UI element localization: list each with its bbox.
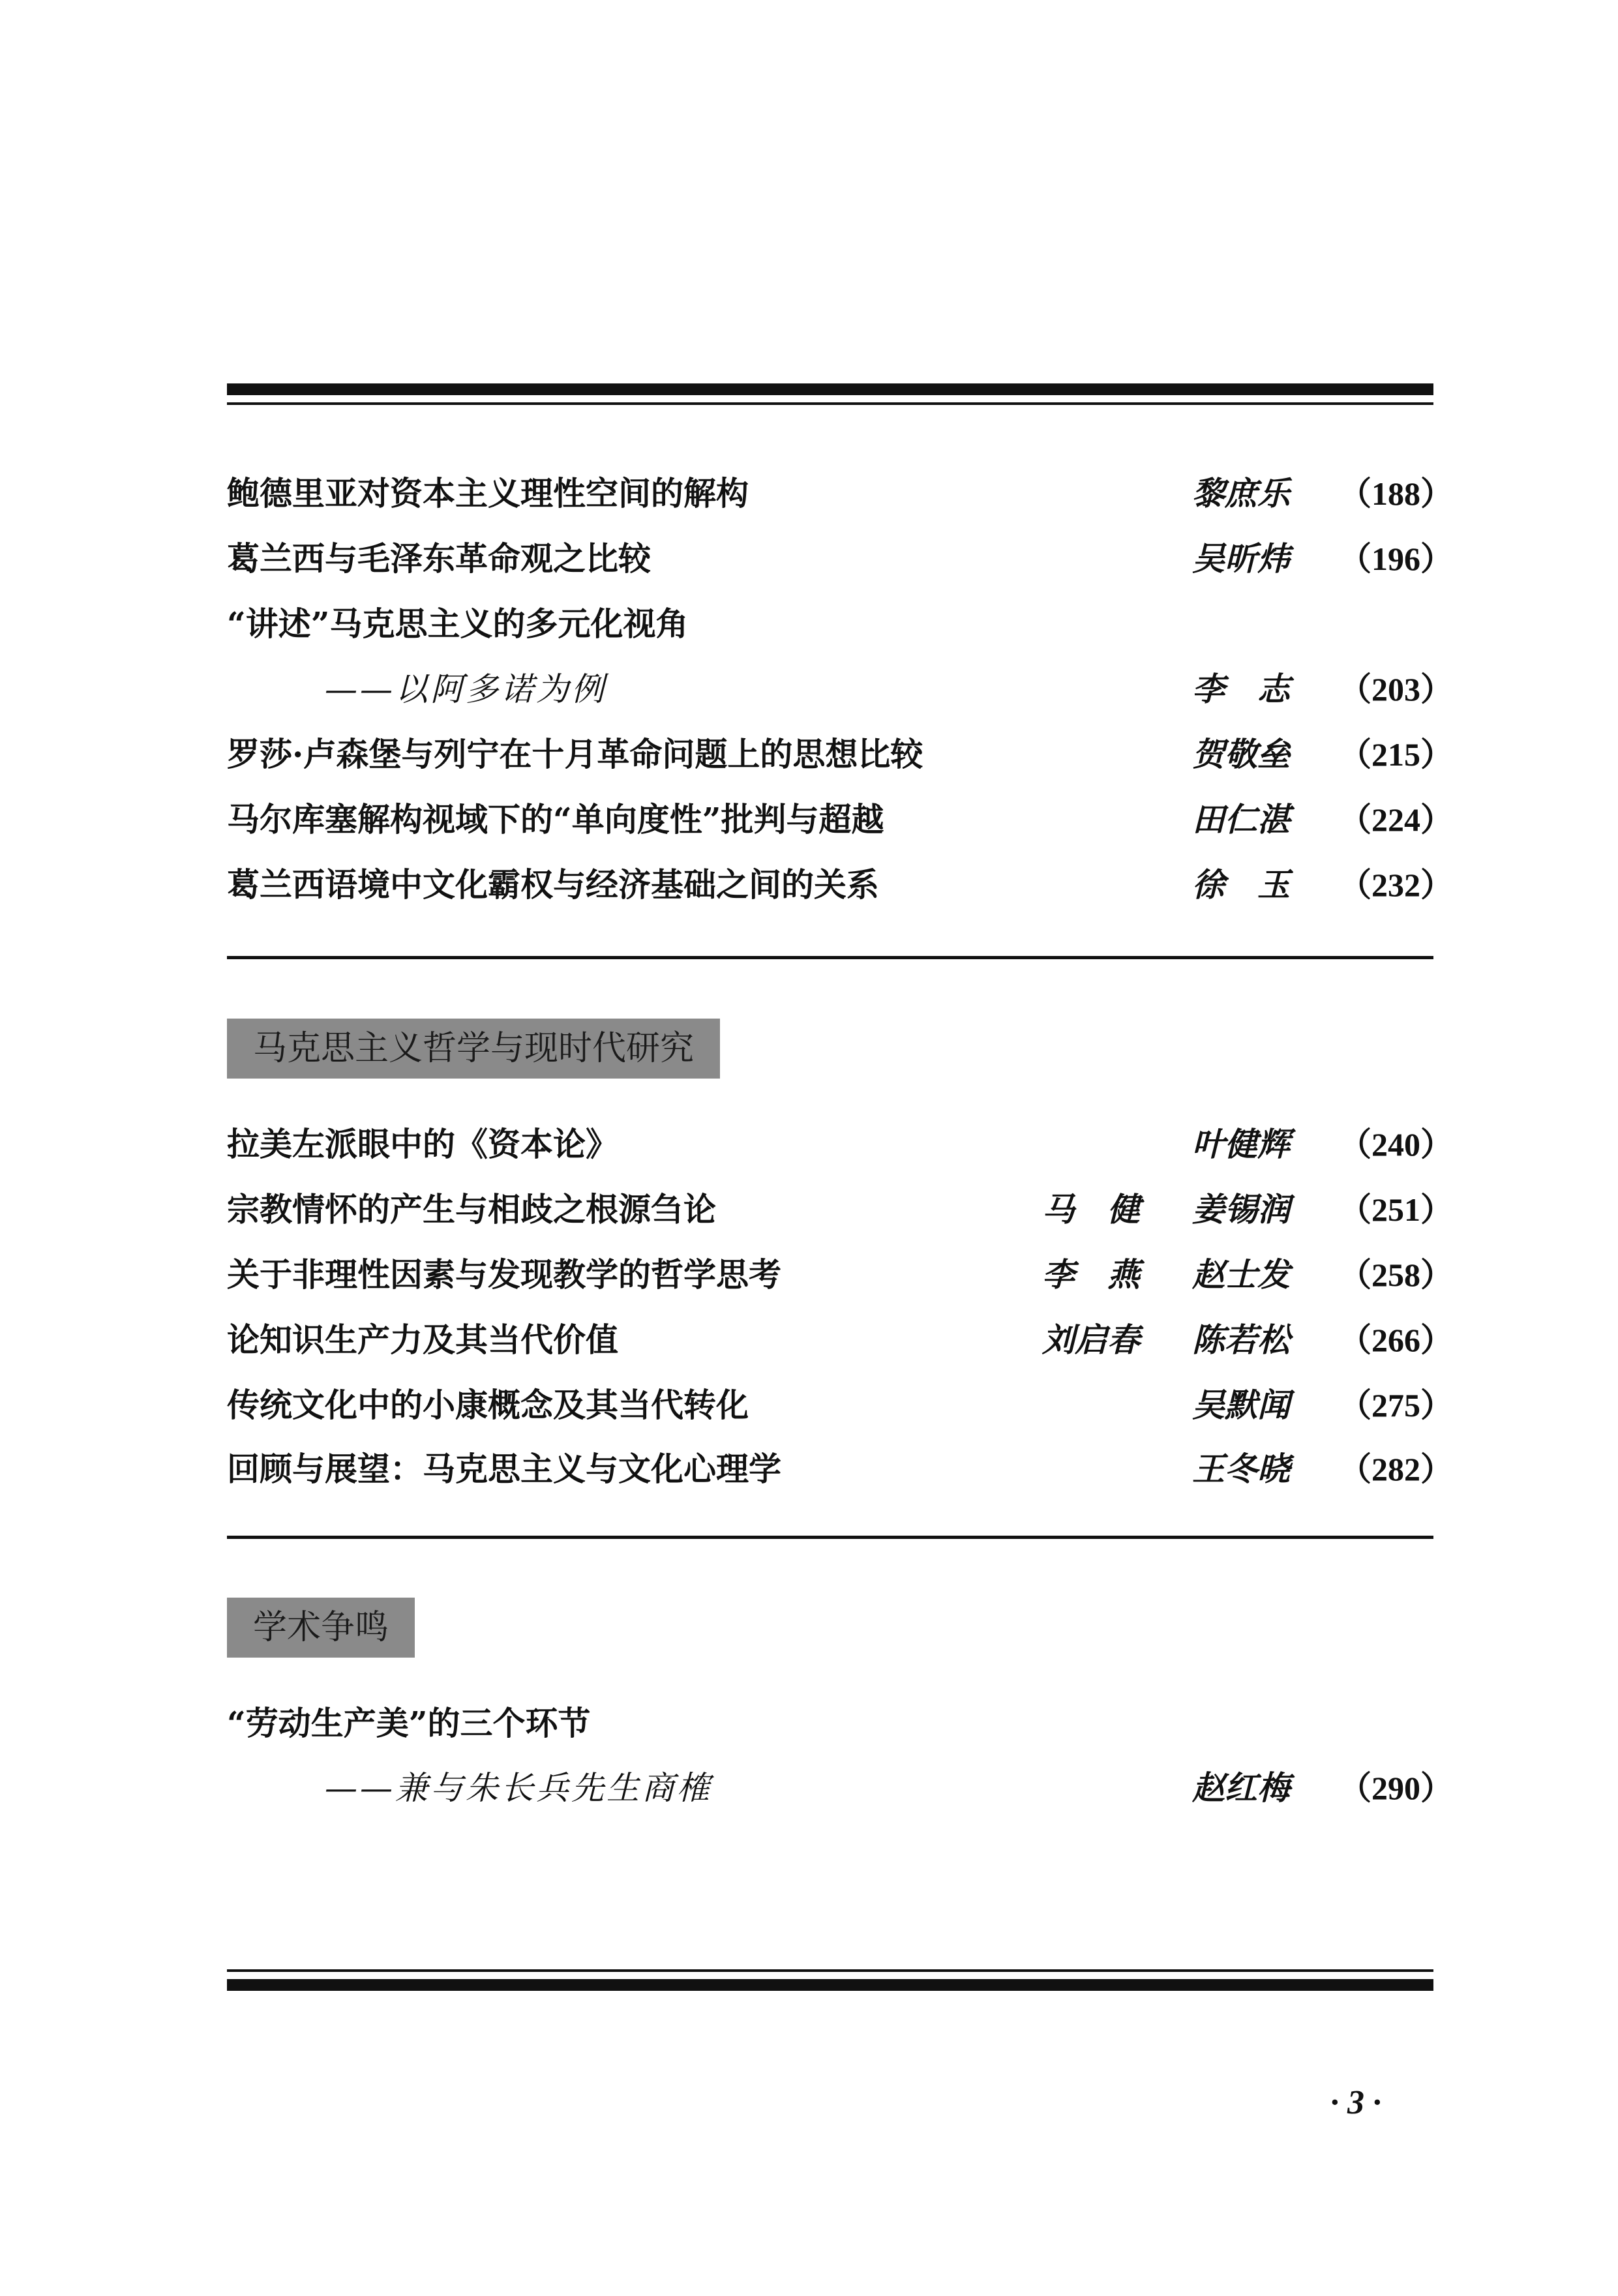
entry-title: “讲述”马克思主义的多元化视角 bbox=[227, 604, 689, 643]
toc-entry-subtitle[interactable] bbox=[227, 660, 1453, 719]
entry-page: （240） bbox=[1339, 1126, 1453, 1163]
toc-entry[interactable] bbox=[227, 529, 1453, 588]
entry-title: 论知识生产力及其当代价值 bbox=[227, 1320, 618, 1359]
top-rule-thin bbox=[227, 402, 1433, 405]
entry-page: （258） bbox=[1339, 1257, 1453, 1293]
toc-entry[interactable] bbox=[227, 1440, 1453, 1498]
toc-entry[interactable] bbox=[227, 1694, 1433, 1753]
toc-entry[interactable] bbox=[227, 790, 1453, 849]
entry-title: 鲍德里亚对资本主义理性空间的解构 bbox=[227, 474, 749, 513]
toc-entry[interactable] bbox=[227, 725, 1453, 784]
bottom-rule-thin bbox=[227, 1969, 1433, 1972]
entry-page: （188） bbox=[1339, 475, 1453, 512]
entry-page: （290） bbox=[1339, 1770, 1453, 1806]
entry-author: 李 志 bbox=[1192, 670, 1290, 708]
section-heading: 学术争鸣 bbox=[227, 1598, 415, 1658]
entry-author: 贺敬垒 bbox=[1192, 735, 1290, 773]
entry-title: 宗教情怀的产生与相歧之根源刍论 bbox=[227, 1190, 716, 1229]
entry-author: 赵士发 bbox=[1192, 1255, 1290, 1294]
entry-title: 拉美左派眼中的《资本论》 bbox=[227, 1125, 618, 1163]
toc-entry[interactable] bbox=[227, 1311, 1453, 1369]
entry-title: 关于非理性因素与发现教学的哲学思考 bbox=[227, 1255, 781, 1294]
entry-subtitle: ——兼与朱长兵先生商榷 bbox=[325, 1769, 712, 1807]
entry-author: 吴昕炜 bbox=[1192, 539, 1290, 578]
entry-author: 黎庶乐 bbox=[1192, 474, 1290, 513]
entry-page: （232） bbox=[1339, 867, 1453, 903]
entry-author: 田仁湛 bbox=[1192, 800, 1290, 839]
entry-coauthor: 刘启春 bbox=[1042, 1320, 1140, 1359]
toc-entry[interactable] bbox=[227, 464, 1453, 523]
entry-page: （266） bbox=[1339, 1322, 1453, 1358]
entry-page: （275） bbox=[1339, 1387, 1453, 1424]
entry-page: （203） bbox=[1339, 671, 1453, 708]
entry-author: 徐 玉 bbox=[1192, 865, 1290, 904]
entry-coauthor: 李 燕 bbox=[1042, 1255, 1140, 1294]
bottom-rule-thick bbox=[227, 1979, 1433, 1991]
page-number: · 3 · bbox=[1330, 2084, 1381, 2121]
entry-title: 罗莎·卢森堡与列宁在十月革命问题上的思想比较 bbox=[227, 735, 923, 773]
section-divider bbox=[227, 956, 1433, 959]
entry-title: 回顾与展望：马克思主义与文化心理学 bbox=[227, 1450, 781, 1488]
entry-title: 传统文化中的小康概念及其当代转化 bbox=[227, 1386, 749, 1424]
entry-title: “劳动生产美”的三个环节 bbox=[227, 1704, 591, 1742]
toc-entry[interactable] bbox=[227, 1115, 1453, 1174]
entry-author: 陈若松 bbox=[1192, 1320, 1290, 1359]
entry-author: 姜锡润 bbox=[1192, 1190, 1290, 1229]
toc-entry[interactable] bbox=[227, 1245, 1453, 1304]
entry-page: （251） bbox=[1339, 1191, 1453, 1228]
toc-entry[interactable] bbox=[227, 595, 1433, 653]
top-rule-thick bbox=[227, 383, 1433, 395]
entry-page: （282） bbox=[1339, 1451, 1453, 1487]
toc-entry-subtitle[interactable] bbox=[227, 1759, 1453, 1817]
entry-author: 赵红梅 bbox=[1192, 1768, 1290, 1807]
entry-coauthor: 马 健 bbox=[1042, 1190, 1140, 1229]
entry-page: （196） bbox=[1339, 541, 1453, 577]
toc-entry[interactable] bbox=[227, 1376, 1453, 1435]
entry-author: 叶健辉 bbox=[1192, 1125, 1290, 1163]
entry-page: （215） bbox=[1339, 736, 1453, 773]
entry-title: 葛兰西语境中文化霸权与经济基础之间的关系 bbox=[227, 865, 879, 904]
toc-entry[interactable] bbox=[227, 856, 1453, 914]
entry-title: 葛兰西与毛泽东革命观之比较 bbox=[227, 539, 651, 578]
entry-subtitle: ——以阿多诺为例 bbox=[325, 670, 607, 708]
entry-author: 吴默闻 bbox=[1192, 1386, 1290, 1424]
entry-title: 马尔库塞解构视域下的“单向度性”批判与超越 bbox=[227, 800, 884, 839]
section-divider bbox=[227, 1536, 1433, 1539]
toc-entry[interactable] bbox=[227, 1180, 1453, 1239]
section-heading: 马克思主义哲学与现时代研究 bbox=[227, 1019, 720, 1079]
entry-author: 王冬晓 bbox=[1192, 1450, 1290, 1488]
entry-page: （224） bbox=[1339, 801, 1453, 838]
